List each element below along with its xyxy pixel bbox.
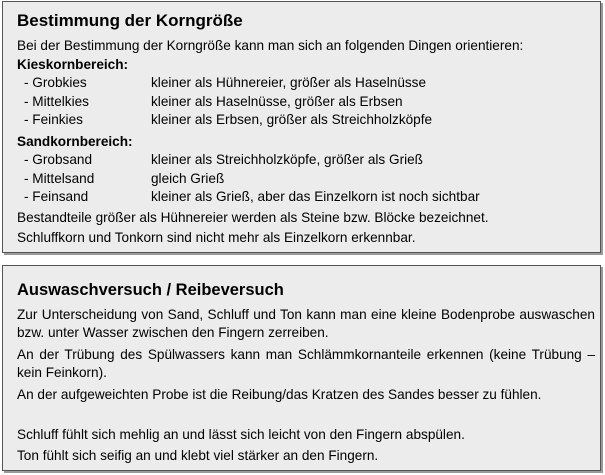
description: kleiner als Grieß, aber das Einzelkorn ist noch sichtbar bbox=[151, 189, 480, 204]
paragraph: An der aufgeweichten Probe ist die Reibung/das Kratzen des Sandes besser zu fühlen. bbox=[17, 387, 542, 402]
note-schluff-ton: Schluffkorn und Tonkorn sind nicht mehr als Einzelkorn erkennbar. bbox=[17, 230, 416, 245]
sand-row-mittelsand bbox=[24, 171, 224, 186]
sand-row-grobsand bbox=[24, 152, 423, 167]
auswaschversuch-panel bbox=[2, 265, 601, 471]
description: kleiner als Erbsen, größer als Streichholzköpfe bbox=[151, 112, 433, 127]
kies-row-grobkies bbox=[24, 75, 426, 90]
sand-row-feinsand bbox=[24, 189, 480, 204]
description: kleiner als Hühnereier, größer als Haselnüsse bbox=[151, 75, 427, 90]
term: - Mittelsand bbox=[24, 171, 95, 186]
description: gleich Grieß bbox=[151, 171, 225, 186]
auswaschversuch-title: Auswaschversuch / Reibeversuch bbox=[17, 281, 284, 299]
term: - Grobkies bbox=[24, 75, 87, 90]
kieskorn-heading: Kieskornbereich: bbox=[17, 57, 129, 72]
kies-row-mittelkies bbox=[24, 94, 403, 109]
korngroesse-intro: Bei der Bestimmung der Korngröße kann man sich an folgenden Dingen orientieren: bbox=[17, 38, 524, 53]
sandkorn-heading: Sandkornbereich: bbox=[17, 134, 133, 149]
paragraph: Ton fühlt sich seifig an und klebt viel stärker an den Fingern. bbox=[17, 448, 379, 463]
note-steine-bloecke: Bestandteile größer als Hühnereier werden als Steine bzw. Blöcke bezeichnet. bbox=[17, 210, 489, 225]
term: - Feinkies bbox=[24, 112, 83, 127]
korngroesse-title: Bestimmung der Korngröße bbox=[17, 11, 243, 30]
paragraph: Zur Unterscheidung von Sand, Schluff und Ton kann man eine kleine Bodenprobe auswaschen bzw. unter Wasser zwischen den Fingern zerreiben. bbox=[17, 307, 595, 340]
description: kleiner als Haselnüsse, größer als Erbsen bbox=[151, 94, 403, 109]
description: kleiner als Streichholzköpfe, größer als Grieß bbox=[151, 152, 423, 167]
term: - Feinsand bbox=[24, 189, 89, 204]
paragraph: An der Trübung des Spülwassers kann man Schlämmkornanteile erkennen (keine Trübung – kein Feinkorn). bbox=[17, 347, 595, 380]
term: - Grobsand bbox=[24, 152, 93, 167]
term: - Mittelkies bbox=[24, 94, 89, 109]
korngroesse-panel bbox=[2, 1, 601, 253]
paragraph: Schluff fühlt sich mehlig an und lässt sich leicht von den Fingern abspülen. bbox=[17, 427, 465, 442]
kies-row-feinkies bbox=[24, 112, 432, 127]
